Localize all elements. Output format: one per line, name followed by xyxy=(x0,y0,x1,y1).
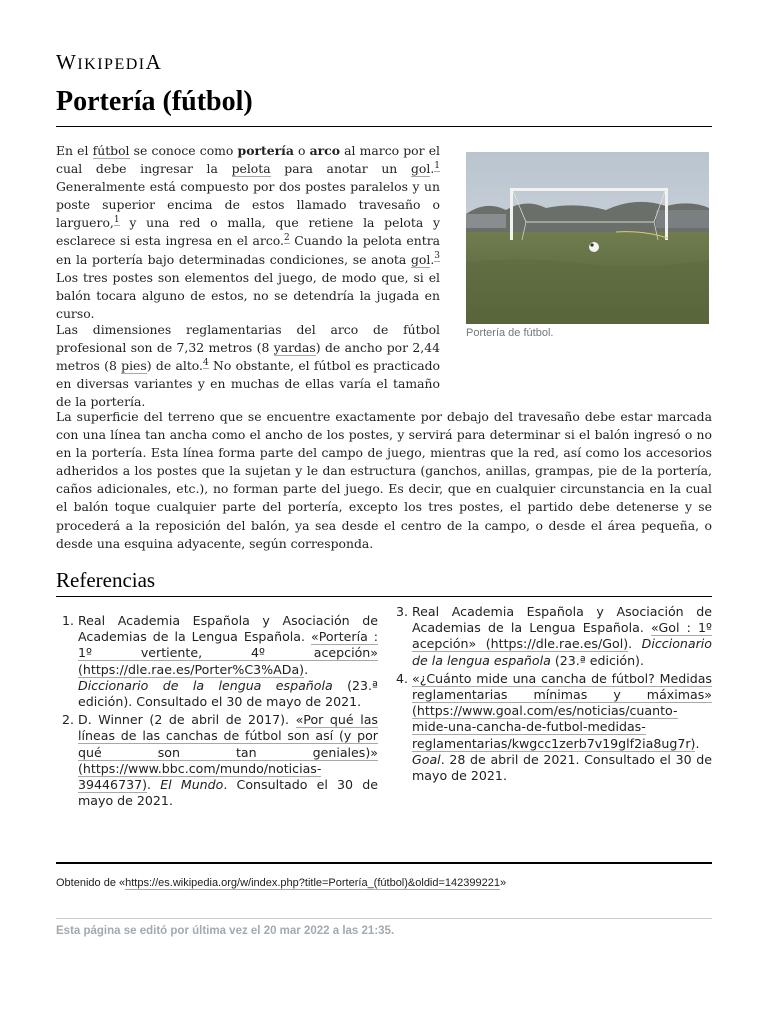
ref-link[interactable]: 1 xyxy=(113,215,120,226)
intro-paragraph: En el fútbol se conoce como portería o arco al marco por el cual debe ingresar la pelota para anotar un gol.$^1$ Generalmente está compuesto por dos postes paralelos y un poste superior encima de estos llamado travesaño o larguero,$^1$ y una red o malla, que retiene la pelota y esclarece si esta ingresa en el arco.$^2$ Cuando la pelota entra en la portería bajo determinadas condiciones, se anota gol.$^3$ Los tres postes son elementos del juego, de modo que, si el balón tocara alguno de estos, no se detendría la jugada en curso. xyxy=(56,143,441,321)
references-heading: Referencias xyxy=(56,568,156,592)
wikipedia-logo[interactable] xyxy=(56,50,162,75)
ref-link[interactable]: 4 xyxy=(203,358,209,369)
link-gol[interactable]: gol xyxy=(410,161,431,177)
reference-item: 4. «¿Cuánto mide una cancha de fútbol? Medidas reglamentarias mínimas y máximas» (https://www.goal.com/es/noticias/cuanto-mide-una-cancha-de-futbol-medidas-reglamentarias/kwgcc1zerb7v19glf2ia8ug7r). Goal. 28 de abril de 2021. Consultado el 30 de mayo de 2021. xyxy=(395,670,712,784)
bold-term: arco xyxy=(309,143,340,158)
reference-item: 1. Real Academia Española y Asociación de Academias de la Lengua Española. «Portería : 1º vertiente, 4º acepción» (https://dle.rae.es/Porter%C3%ADa). Diccionario de la lengua española (23.ª edición). Consultado el 30 de mayo de 2021. xyxy=(61,613,379,710)
figure-caption: Portería de fútbol. xyxy=(466,327,554,339)
title-divider xyxy=(56,126,712,127)
goal-figure xyxy=(466,152,709,339)
reference-link[interactable]: «Portería : 1º vertiente, 4º acepción» (https://dle.rae.es/Porter%C3%ADa) xyxy=(78,629,379,677)
reference-link[interactable]: «¿Cuánto mide una cancha de fútbol? Medidas reglamentarias mínimas y máximas» (https://www.goal.com/es/noticias/cuanto-mide-una-cancha-de-futbol-medidas-reglamentarias/kwgcc1zerb7v19glf2ia8ug7r) xyxy=(412,670,712,751)
link-yardas[interactable]: yardas xyxy=(273,340,316,356)
logo-letter: A xyxy=(145,50,163,74)
references-divider xyxy=(56,596,712,597)
surface-paragraph: La superficie del terreno que se encuentre exactamente por debajo del travesaño debe estar marcada con una línea tan ancha como el ancho de los postes, y servirá para determinar si el balón ingresó o no en la portería. Esta línea forma parte del campo de juego, mientras que la red, así como los accesorios adheridos a los postes que la sujetan y le dan estructura (ganchos, anillas, grampas, pie de la portería, caños adicionales, etc.), no forman parte del juego. Es decir, que en cualquier circunstancia en la cual el balón toque cualquier parte del portería, excepto los tres postes, el partido debe detenerse y se procederá a la reposición del balón, ya sea desde el centro de la campo, o desde el área pequeña, o desde una esquina adyacente, según corresponda. xyxy=(56,409,712,551)
reference-item: 3. Real Academia Española y Asociación de Academias de la Lengua Española. «Gol : 1º acepción» (https://dle.rae.es/Gol). Diccionario de la lengua española (23.ª edición). xyxy=(395,604,712,668)
reference-link[interactable]: «Gol : 1º acepción» (https://dle.rae.es/Gol) xyxy=(412,620,712,652)
link-pelota[interactable]: pelota xyxy=(231,161,271,177)
footer-divider xyxy=(56,862,712,864)
last-edited-note: Esta página se editó por última vez el 20 mar 2022 a las 21:35. xyxy=(56,925,395,937)
page-title: Portería (fútbol) xyxy=(56,86,253,117)
dimensions-paragraph: Las dimensiones reglamentarias del arco de fútbol profesional son de 7,32 metros (8 yardas) de ancho por 2,44 metros (8 pies) de alto.$^4$ No obstante, el fútbol es practicado en diversas variantes y en muchas de ellas varía el tamaño de la portería. xyxy=(56,322,440,410)
references-list-left xyxy=(56,613,378,811)
ref-link[interactable]: 2 xyxy=(283,233,290,244)
link-futbol[interactable]: fútbol xyxy=(92,143,130,158)
ref-link[interactable]: 1 xyxy=(434,160,440,171)
footer-divider-light xyxy=(56,918,712,919)
link-gol[interactable]: gol xyxy=(410,251,431,267)
retrieved-from: Obtenido de «https://es.wikipedia.org/w/index.php?title=Portería_(fútbol)&oldid=142399221» xyxy=(56,877,507,889)
link-pies[interactable]: pies xyxy=(121,358,147,374)
logo-smallcaps: IKIPEDI xyxy=(77,56,146,73)
permanent-link[interactable]: https://es.wikipedia.org/w/index.php?title=Portería_(fútbol)&oldid=142399221 xyxy=(125,877,500,889)
bold-term: portería xyxy=(237,143,294,158)
reference-link[interactable]: «Por qué las líneas de las canchas de fútbol son así (y por qué son tan geniales)» (https://www.bbc.com/mundo/noticias-39446737) xyxy=(78,712,378,793)
ref-link[interactable]: 3 xyxy=(434,251,440,262)
reference-item: 2. D. Winner (2 de abril de 2017). «Por qué las líneas de las canchas de fútbol son así (y por qué son tan geniales)» (https://www.bbc.com/mundo/noticias-39446737). El Mundo. Consultado el 30 de mayo de 2021. xyxy=(61,712,378,809)
logo-letter: W xyxy=(56,50,78,74)
goal-photo[interactable] xyxy=(466,152,709,324)
references-list-right xyxy=(390,604,712,786)
